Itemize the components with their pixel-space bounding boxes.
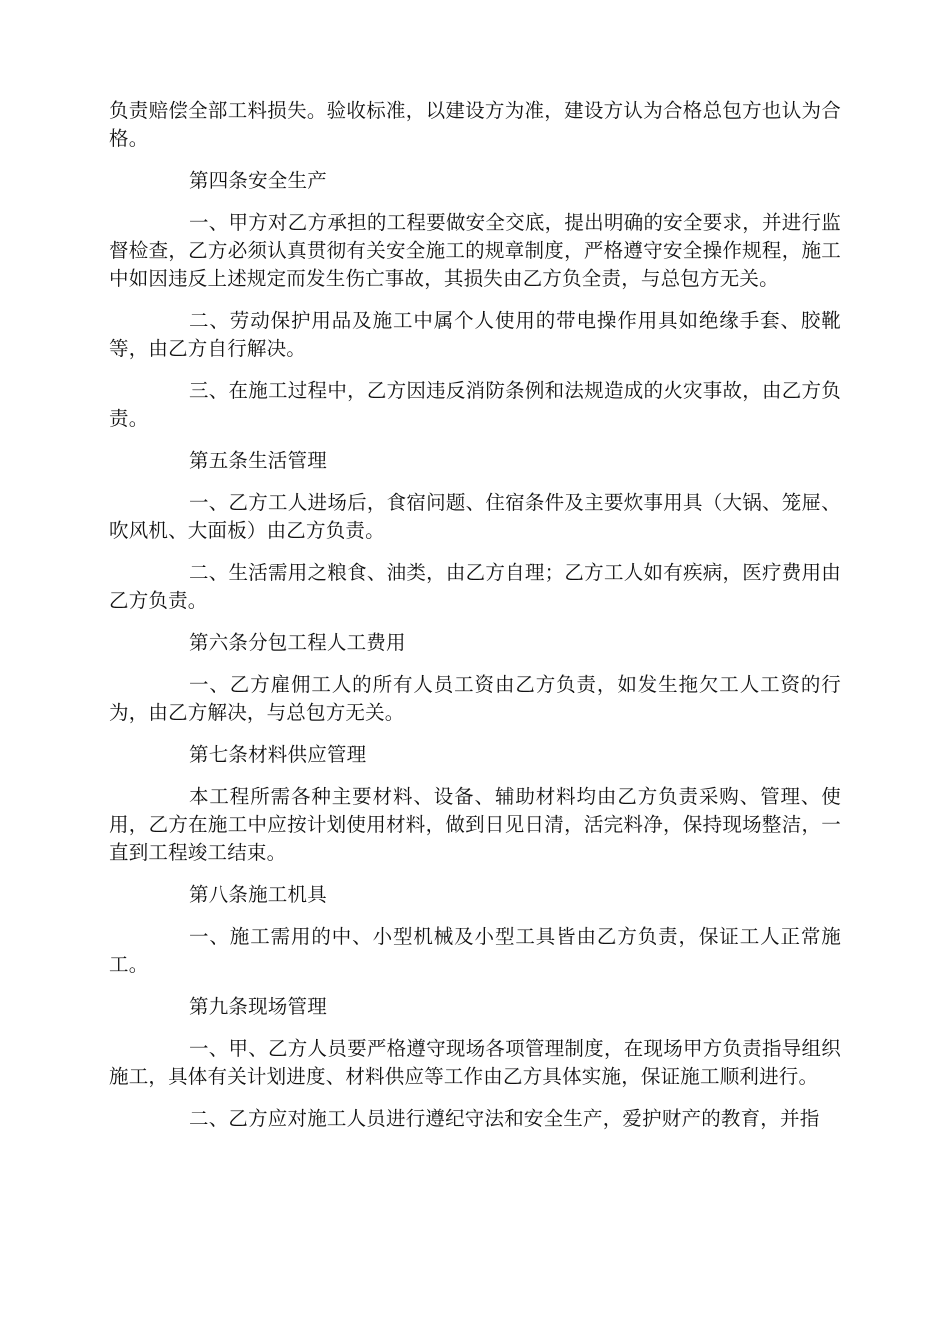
paragraph-labor-cost-1: 一、乙方雇佣工人的所有人员工资由乙方负责，如发生拖欠工人工资的行为，由乙方解决，与总包方无关。 <box>109 673 841 724</box>
document-page <box>109 97 841 1147</box>
paragraph-site-management-2: 二、乙方应对施工人员进行遵纪守法和安全生产，爱护财产的教育，并指 <box>189 1107 820 1130</box>
section-heading-article-9: 第九条现场管理 <box>189 995 327 1018</box>
paragraph-safety-3: 三、在施工过程中，乙方因违反消防条例和法规造成的火灾事故，由乙方负责。 <box>109 379 841 430</box>
section-heading-article-8: 第八条施工机具 <box>189 883 327 906</box>
paragraph-materials-1: 本工程所需各种主要材料、设备、辅助材料均由乙方负责采购、管理、使用，乙方在施工中应按计划使用材料，做到日见日清，活完料净，保持现场整洁，一直到工程竣工结束。 <box>109 785 841 864</box>
section-heading-article-6: 第六条分包工程人工费用 <box>189 631 406 654</box>
paragraph-continuation: 负责赔偿全部工料损失。验收标准，以建设方为准，建设方认为合格总包方也认为合格。 <box>109 99 841 150</box>
paragraph-living-2: 二、生活需用之粮食、油类，由乙方自理；乙方工人如有疾病，医疗费用由乙方负责。 <box>109 561 841 612</box>
paragraph-safety-2: 二、劳动保护用品及施工中属个人使用的带电操作用具如绝缘手套、胶靴等，由乙方自行解决。 <box>109 309 841 360</box>
paragraph-machinery-1: 一、施工需用的中、小型机械及小型工具皆由乙方负责，保证工人正常施工。 <box>109 925 841 976</box>
paragraph-site-management-1: 一、甲、乙方人员要严格遵守现场各项管理制度，在现场甲方负责指导组织施工，具体有关计划进度、材料供应等工作由乙方具体实施，保证施工顺利进行。 <box>109 1037 841 1088</box>
paragraph-living-1: 一、乙方工人进场后，食宿问题、住宿条件及主要炊事用具（大锅、笼屉、吹风机、大面板）由乙方负责。 <box>109 491 841 542</box>
section-heading-article-5: 第五条生活管理 <box>189 449 327 472</box>
section-heading-article-4: 第四条安全生产 <box>189 169 327 192</box>
section-heading-article-7: 第七条材料供应管理 <box>189 743 367 766</box>
paragraph-safety-1: 一、甲方对乙方承担的工程要做安全交底，提出明确的安全要求，并进行监督检查，乙方必须认真贯彻有关安全施工的规章制度，严格遵守安全操作规程，施工中如因违反上述规定而发生伤亡事故，其损失由乙方负全责，与总包方无关。 <box>109 211 841 290</box>
